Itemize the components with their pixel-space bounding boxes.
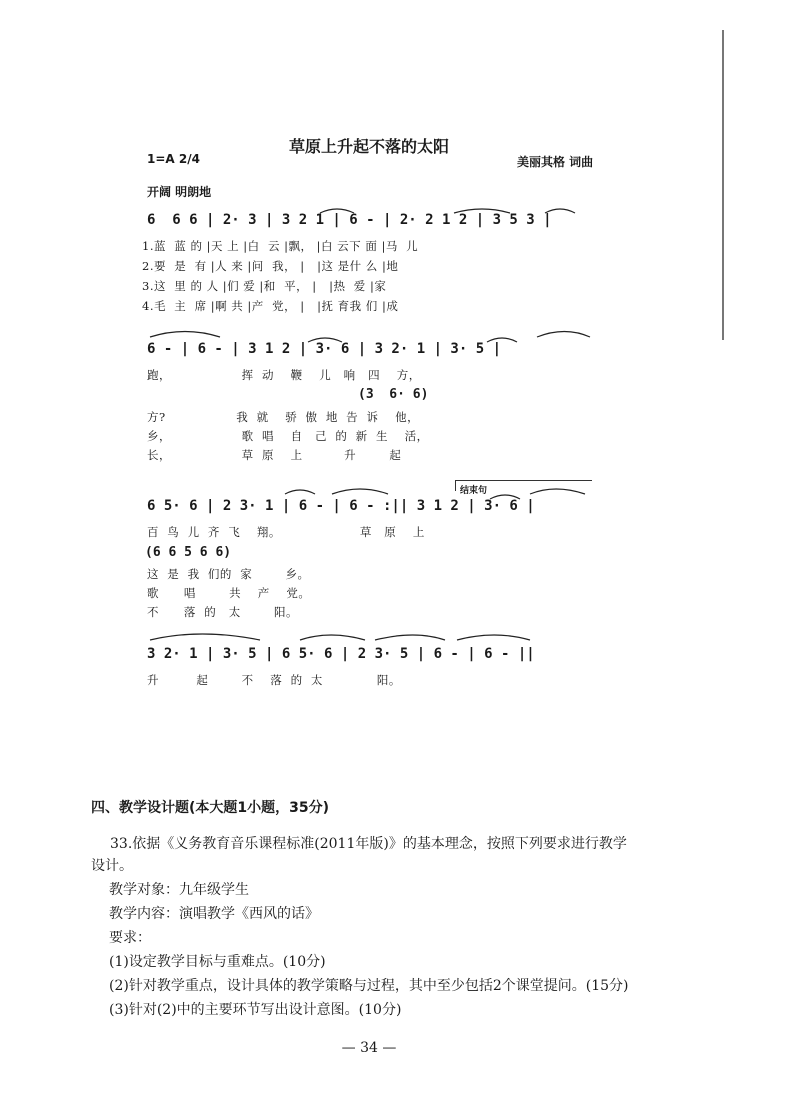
score-row3-lyric-1: 百 鸟 儿 齐 飞 翔。 草 原 上 [147, 525, 425, 539]
score-row1-lyric-2: 2.要 是 有 |人 来 |问 我， | |这 是什 么 |地 [142, 259, 399, 273]
requirements-label: 要求： [109, 930, 151, 946]
score-row1-lyric-1: 1.蓝 蓝 的 |天 上 |白 云 |飘， |白 云下 面 |马 儿 [142, 239, 419, 253]
song-author: 美丽其格 词曲 [517, 155, 594, 169]
key-signature: 1=A 2/4 [147, 152, 200, 166]
score-row2-lyric-1: 跑， 挥 动 鞭 儿 响 四 方， [147, 368, 421, 382]
song-title: 草原上升起不落的太阳 [288, 137, 449, 156]
page-number: — 34 — [341, 1040, 397, 1056]
score-row3-notes: 6 5· 6 | 2 3· 1 | 6 - | 6 - :|| 3 1 2 | 3· 6 | [147, 498, 535, 514]
score-row2-alt-notes: (3 6· 6) [358, 387, 429, 402]
ending-label: 结束句 [460, 486, 488, 496]
teaching-target: 教学对象：九年级学生 [109, 882, 249, 898]
score-row3-lyric-4: 不 落 的 太 阳。 [147, 605, 298, 619]
tempo-marking: 开阔 明朗地 [147, 185, 212, 199]
score-row4-lyric: 升 起 不 落 的 太 阳。 [147, 673, 401, 687]
question-line-1: 33.依据《义务教育音乐课程标准(2011年版)》的基本理念，按照下列要求进行教学 [110, 836, 627, 852]
requirement-2: (2)针对教学重点，设计具体的教学策略与过程，其中至少包括2个课堂提问。(15分) [109, 978, 629, 994]
teaching-content: 教学内容：演唱教学《西风的话》 [109, 906, 319, 922]
requirement-3: (3)针对(2)中的主要环节写出设计意图。(10分) [109, 1002, 402, 1018]
score-row2-lyric-4: 长， 草 原 上 升 起 [147, 448, 402, 462]
score-row1-lyric-4: 4.毛 主 席 |啊 共 |产 党， | |抚 育我 们 |成 [142, 299, 399, 313]
score-row2-lyric-2: 方? 我 就 骄 傲 地 告 诉 他， [147, 410, 420, 424]
score-row3-alt-notes: (6 6 5 6 6) [145, 545, 232, 560]
score-row3-lyric-3: 歌 唱 共 产 党。 [147, 586, 311, 600]
score-row1-lyric-3: 3.这 里 的 人 |们 爱 |和 平， | |热 爱 |家 [142, 279, 387, 293]
question-line-2: 设计。 [91, 858, 133, 874]
section-heading: 四、教学设计题(本大题1小题，35分) [91, 800, 330, 816]
requirement-1: (1)设定教学目标与重难点。(10分) [109, 954, 326, 970]
score-row3-lyric-2: 这 是 我 们的 家 乡。 [147, 567, 310, 581]
score-row1-notes: 6 6 6 | 2· 3 | 3 2 1 | 6 - | 2· 2 1 2 | 3 5 3 | [147, 212, 552, 228]
score-row2-lyric-3: 乡， 歌 唱 自 己 的 新 生 活， [147, 429, 429, 443]
score-row2-notes: 6 - | 6 - | 3 1 2 | 3· 6 | 3 2· 1 | 3· 5 | [147, 341, 502, 357]
score-row4-notes: 3 2· 1 | 3· 5 | 6 5· 6 | 2 3· 5 | 6 - | 6 - || [147, 646, 535, 662]
